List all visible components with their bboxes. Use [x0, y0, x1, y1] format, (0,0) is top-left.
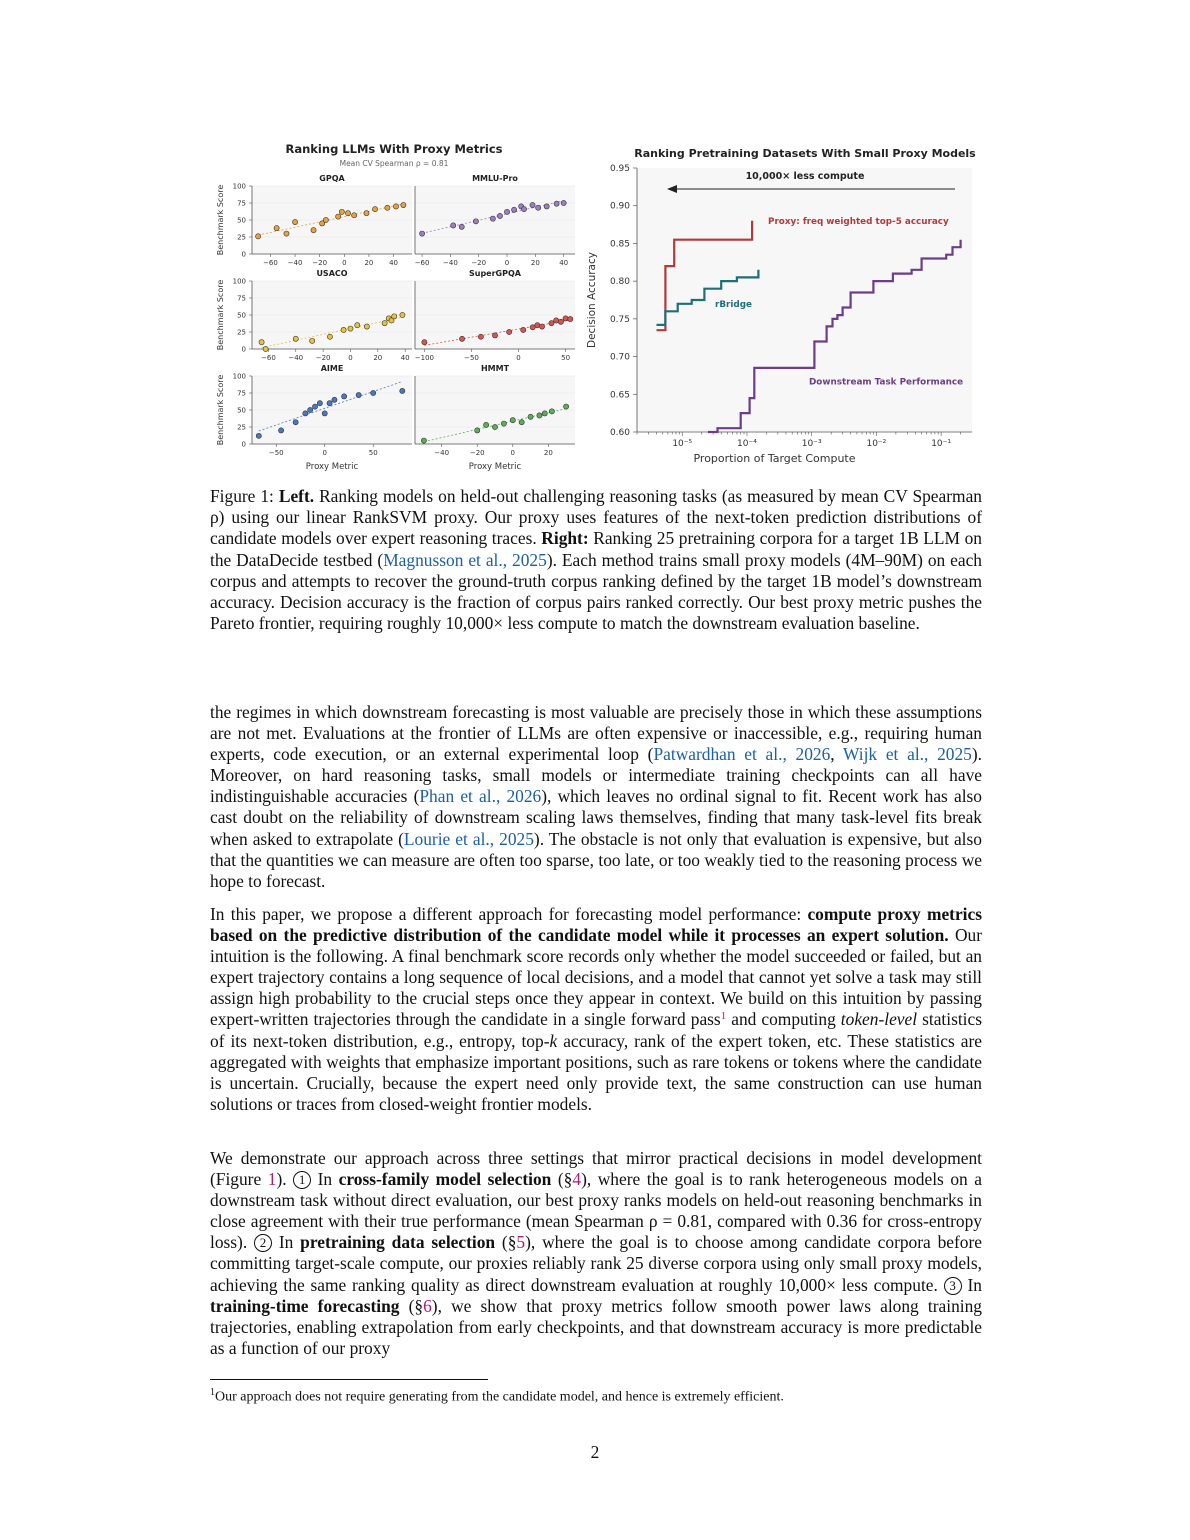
- data-point: [422, 340, 427, 345]
- x-tick-label: 20: [373, 354, 383, 362]
- x-tick-label: −50: [268, 449, 284, 457]
- plot-background: [637, 168, 972, 432]
- y-tick-label: 0.75: [609, 314, 630, 325]
- data-point: [392, 314, 397, 319]
- data-point: [323, 217, 328, 222]
- x-tick-label: 0: [504, 259, 510, 267]
- paragraph-3: [210, 1148, 982, 1359]
- left-panels: [216, 174, 575, 472]
- text-span: Our intuition is the following. A final benchmark score records only whether the model succeeded or failed, but an expert trajectory contains a long sequence of local decisions, and a model that cannot yet solve a task may still assign high probability to the crucial steps once they appear in context. We build on this intuition by passing expert-written trajectories through the candidate in a single forward pass: [210, 925, 982, 1030]
- panel-title: MMLU-Pro: [472, 174, 518, 183]
- text-span: (§: [551, 1169, 573, 1190]
- math-span: k: [549, 1030, 558, 1051]
- footnote: [210, 1384, 982, 1407]
- data-point: [274, 226, 279, 231]
- y-tick-label: 25: [237, 233, 246, 242]
- section-ref-link[interactable]: 4: [572, 1169, 582, 1190]
- text-span: ).: [276, 1169, 294, 1190]
- data-point: [401, 202, 406, 207]
- data-point: [385, 205, 390, 210]
- y-tick-label: 0.85: [609, 239, 630, 250]
- y-tick-label: 50: [237, 406, 246, 415]
- x-tick-label: 0: [516, 354, 521, 362]
- data-point: [537, 413, 542, 418]
- x-tick-label: −40: [434, 449, 450, 457]
- bold-span: pretraining data selection: [300, 1232, 496, 1253]
- y-axis-label: Benchmark Score: [216, 184, 225, 256]
- data-point: [501, 421, 506, 426]
- x-tick-label: 10⁻²: [866, 439, 887, 449]
- data-point: [563, 316, 568, 321]
- text-span: accuracy, rank of the expert token, etc. These statistics are aggregated with weights that emphasize important positions, such as rare tokens or tokens where the candidate is uncertain. Crucially, because the expert need only provide text, the same construction can use human solutions or traces from closed-weight frontier models.: [210, 1030, 982, 1114]
- x-tick-label: −40: [287, 259, 303, 267]
- x-axis-label: Proxy Metric: [468, 462, 522, 472]
- y-tick-label: 25: [237, 423, 246, 432]
- x-tick-label: 20: [364, 259, 374, 267]
- panel-gpqa: [216, 174, 412, 267]
- section-ref-link[interactable]: 6: [423, 1295, 432, 1316]
- citation-link[interactable]: Magnusson et al., 2025: [383, 549, 547, 570]
- y-tick-label: 100: [232, 277, 246, 286]
- data-point: [568, 316, 573, 321]
- text-span: ), where the goal is to rank heterogeneous models on a downstream task without direct evaluation, our best proxy ranks models on held-out reasoning benchmarks in close agreement with their true performance (mean Spearman ρ = 0.81, compared with 0.36 for cross-entropy loss).: [210, 1169, 982, 1253]
- x-tick-label: 10⁻¹: [931, 439, 952, 449]
- y-axis-label: Decision Accuracy: [586, 252, 598, 348]
- panel-title: HMMT: [480, 364, 510, 373]
- x-tick-label: −50: [464, 354, 479, 362]
- data-point: [327, 401, 332, 406]
- caption-left-text: Ranking models on held-out challenging reasoning tasks (as measured by mean CV Spearman ρ) using our linear RankSVM proxy. Our proxy uses features of the next-token prediction distributions of candidate models over expert reasoning traces.: [210, 486, 982, 549]
- data-point: [475, 428, 480, 433]
- data-point: [484, 422, 489, 427]
- data-point: [539, 324, 544, 329]
- y-tick-label: 0.80: [609, 277, 630, 288]
- data-point: [341, 327, 346, 332]
- y-tick-label: 25: [237, 328, 246, 337]
- data-point: [382, 321, 387, 326]
- arrow-label: 10,000× less compute: [745, 171, 865, 182]
- data-point: [293, 420, 298, 425]
- data-point: [352, 213, 357, 218]
- x-tick-label: 10⁻⁴: [737, 439, 757, 449]
- data-point: [400, 388, 405, 393]
- data-point: [342, 394, 347, 399]
- series-label: rBridge: [715, 299, 752, 310]
- x-tick-label: −40: [288, 354, 304, 362]
- data-point: [561, 200, 566, 205]
- data-point: [278, 428, 283, 433]
- x-tick-label: 40: [389, 259, 398, 267]
- y-axis-label: Benchmark Score: [216, 279, 225, 351]
- data-point: [292, 219, 297, 224]
- bold-span: compute proxy metrics based on the predictive distribution of the candidate model while it processes an expert solution.: [210, 904, 982, 946]
- panel-supergpqa: [415, 269, 575, 362]
- data-point: [372, 207, 377, 212]
- y-tick-label: 75: [237, 294, 246, 303]
- data-point: [451, 223, 456, 228]
- x-tick-label: 0: [348, 354, 353, 362]
- data-point: [256, 433, 261, 438]
- bold-span: cross-family model selection: [338, 1169, 552, 1190]
- x-tick-label: −60: [263, 259, 278, 267]
- footnote-text: Our approach does not require generating from the candidate model, and hence is extremely efficient.: [215, 1389, 784, 1405]
- data-point: [348, 326, 353, 331]
- data-point: [519, 420, 524, 425]
- data-point: [554, 201, 559, 206]
- data-point: [528, 414, 533, 419]
- y-tick-label: 50: [237, 311, 246, 320]
- data-point: [512, 207, 517, 212]
- panel-title: GPQA: [319, 174, 345, 183]
- data-point: [535, 323, 540, 328]
- data-point: [521, 207, 526, 212]
- x-tick-label: 50: [561, 354, 571, 362]
- footnote-rule: [210, 1379, 488, 1380]
- series-label: Proxy: freq weighted top-5 accuracy: [768, 216, 949, 227]
- y-tick-label: 100: [232, 372, 246, 381]
- data-point: [492, 333, 497, 338]
- x-tick-label: 0: [342, 259, 347, 267]
- caption-right-label: Right:: [541, 528, 589, 549]
- x-tick-label: 50: [368, 449, 378, 457]
- y-tick-label: 0.60: [609, 428, 630, 438]
- x-tick-label: −60: [261, 354, 276, 362]
- x-tick-label: −20: [469, 449, 485, 457]
- data-point: [259, 340, 264, 345]
- circled-number-1: 1: [293, 1171, 311, 1189]
- footnote-mark: 1: [210, 1387, 215, 1398]
- data-point: [521, 327, 526, 332]
- y-axis-label: Benchmark Score: [216, 374, 225, 446]
- data-point: [554, 318, 559, 323]
- y-tick-label: 75: [237, 389, 246, 398]
- x-tick-label: 0: [510, 449, 516, 457]
- figure-caption: [210, 486, 982, 634]
- x-tick-label: −40: [443, 259, 458, 267]
- data-point: [558, 319, 563, 324]
- data-point: [356, 392, 361, 397]
- data-point: [536, 205, 541, 210]
- page-number: 2: [590, 1442, 600, 1462]
- y-tick-label: 0.65: [609, 390, 630, 401]
- y-tick-label: 75: [237, 199, 246, 208]
- citation-link[interactable]: Wijk et al., 2025: [843, 744, 972, 765]
- data-point: [312, 404, 317, 409]
- data-point: [478, 334, 483, 339]
- text-span: and computing: [726, 1009, 841, 1030]
- panel-title: SuperGPQA: [469, 269, 521, 278]
- data-point: [504, 209, 509, 214]
- x-tick-label: 40: [400, 354, 410, 362]
- data-point: [345, 211, 350, 216]
- text-span: ), where the goal is to choose among candidate corpora before committing target-scale compute, our proxies reliably rank 25 diverse corpora using only small proxy models, achieving the same ranking quality as direct downstream evaluation at roughly 10,000× less compute.: [210, 1232, 982, 1295]
- data-point: [459, 336, 464, 341]
- text-span: In: [961, 1274, 982, 1295]
- data-point: [364, 324, 369, 329]
- y-tick-label: 100: [232, 182, 246, 191]
- x-axis-label: Proxy Metric: [305, 462, 359, 472]
- panel-hmmt: [415, 364, 575, 472]
- right-chart: [586, 164, 972, 465]
- x-tick-label: −20: [315, 354, 331, 362]
- caption-right-text: Ranking 25 pretraining corpora for a target 1B LLM on the DataDecide testbed (: [210, 528, 982, 570]
- x-axis-label: Proportion of Target Compute: [693, 452, 856, 465]
- data-point: [421, 438, 426, 443]
- x-tick-label: 20: [530, 259, 540, 267]
- left-figure-subtitle: Mean CV Spearman ρ = 0.81: [339, 159, 449, 168]
- y-tick-label: 0: [241, 345, 246, 354]
- figure-svg: [205, 138, 985, 478]
- right-figure-title: Ranking Pretraining Datasets With Small Proxy Models: [634, 147, 976, 160]
- data-point: [256, 234, 261, 239]
- data-point: [549, 409, 554, 414]
- circled-number-3: 3: [944, 1277, 962, 1295]
- caption-prefix: Figure 1:: [210, 486, 279, 506]
- data-point: [544, 204, 549, 209]
- left-figure-title: Ranking LLMs With Proxy Metrics: [285, 142, 503, 156]
- paragraph-2: [210, 904, 982, 1115]
- x-tick-label: 10⁻³: [801, 439, 822, 449]
- data-point: [311, 228, 316, 233]
- data-point: [371, 390, 376, 395]
- text-span: ), we show that proxy metrics follow smooth power laws along training trajectories, enabling extrapolation from early checkpoints, and that downstream accuracy is more predictable as a function of our proxy: [210, 1295, 982, 1358]
- y-tick-label: 0: [241, 250, 246, 259]
- italic-span: token-level: [840, 1009, 918, 1030]
- data-point: [332, 397, 337, 402]
- panel-usaco: [216, 269, 412, 362]
- text-span: ). The obstacle is not only that evaluation is expensive, but also that the quantities we can measure are often too sparse, too late, or too weakly tied to the reasoning process we hope to forecast.: [210, 828, 982, 891]
- x-tick-label: −100: [414, 354, 435, 362]
- x-tick-label: 0: [322, 449, 327, 457]
- x-tick-label: −20: [471, 259, 487, 267]
- data-point: [364, 211, 369, 216]
- data-point: [400, 312, 405, 317]
- data-point: [497, 213, 502, 218]
- data-point: [542, 411, 547, 416]
- text-span: (§: [399, 1295, 424, 1316]
- data-point: [327, 334, 332, 339]
- data-point: [284, 231, 289, 236]
- footnote-marker[interactable]: 1: [720, 1010, 727, 1023]
- x-tick-label: −20: [312, 259, 328, 267]
- x-tick-label: 40: [559, 259, 569, 267]
- data-point: [310, 338, 315, 343]
- text-span: In: [311, 1169, 339, 1190]
- text-span: ,: [830, 744, 844, 765]
- paragraph-1: [210, 702, 982, 892]
- citation-link[interactable]: Patwardhan et al., 2026: [653, 744, 831, 765]
- data-point: [263, 346, 268, 351]
- text-span: (§: [495, 1232, 517, 1253]
- panel-title: AIME: [320, 364, 344, 373]
- text-span: In: [272, 1232, 301, 1253]
- data-point: [419, 231, 424, 236]
- data-point: [339, 209, 344, 214]
- section-ref-link[interactable]: 5: [516, 1232, 526, 1253]
- data-point: [293, 336, 298, 341]
- y-tick-label: 0.95: [609, 164, 630, 174]
- data-point: [322, 411, 327, 416]
- data-point: [530, 202, 535, 207]
- data-point: [355, 323, 360, 328]
- text-span: ), which leaves no ordinal signal to fit. Recent work has also cast doubt on the reliability of downstream scaling laws themselves, finding that many task-level fits break when asked to extrapolate (: [210, 786, 983, 849]
- data-point: [308, 407, 313, 412]
- text-span: the regimes in which downstream forecasting is most valuable are precisely those in which these assumptions are not met. Evaluations at the frontier of LLMs are often expensive or inaccessible, e.g., requiring human experts, code execution, or an external experimental loop (: [210, 702, 982, 765]
- data-point: [473, 219, 478, 224]
- text-span: statistics of its next-token distribution, e.g., entropy, top-: [210, 1009, 983, 1051]
- data-point: [492, 424, 497, 429]
- text-span: In this paper, we propose a different approach for forecasting model performance:: [210, 904, 808, 924]
- x-tick-label: −60: [414, 259, 430, 267]
- data-point: [393, 204, 398, 209]
- data-point: [507, 329, 512, 334]
- data-point: [490, 216, 495, 221]
- figure-ref-link[interactable]: 1: [267, 1169, 277, 1190]
- data-point: [303, 411, 308, 416]
- x-tick-label: 10⁻⁵: [672, 439, 693, 449]
- text-span: We demonstrate our approach across three settings that mirror practical decisions in model development (Figure: [210, 1148, 982, 1190]
- bold-span: training-time forecasting: [210, 1295, 400, 1316]
- data-point: [564, 404, 569, 409]
- panel-aime: [216, 364, 412, 472]
- panel-title: USACO: [316, 269, 348, 278]
- y-tick-label: 0.70: [609, 352, 630, 363]
- data-point: [317, 401, 322, 406]
- x-tick-label: 20: [543, 449, 553, 457]
- data-point: [510, 418, 515, 423]
- figure-1: [205, 138, 985, 478]
- text-span: ). Moreover, on hard reasoning tasks, small models or intermediate training checkpoints can all have indistinguishable accuracies (: [210, 744, 982, 807]
- citation-link[interactable]: Phan et al., 2026: [419, 786, 542, 807]
- y-tick-label: 50: [237, 216, 246, 225]
- circled-number-2: 2: [254, 1234, 272, 1252]
- series-label: Downstream Task Performance: [809, 377, 964, 388]
- panel-mmlu-pro: [415, 174, 575, 267]
- data-point: [549, 321, 554, 326]
- data-point: [336, 214, 341, 219]
- y-tick-label: 0: [241, 440, 246, 449]
- citation-link[interactable]: Lourie et al., 2025: [403, 828, 534, 849]
- data-point: [459, 224, 464, 229]
- caption-left-label: Left.: [278, 486, 315, 506]
- caption-rest: ). Each method trains small proxy models (4M–90M) on each corpus and attempts to recover the ground-truth corpus ranking defined by the target 1B model’s downstream accuracy. Decision accuracy is the fraction of corpus pairs ranked correctly. Our best proxy metric pushes the Pareto frontier, requiring roughly 10,000× less compute to match the downstream evaluation baseline.: [210, 549, 982, 634]
- y-tick-label: 0.90: [609, 201, 630, 212]
